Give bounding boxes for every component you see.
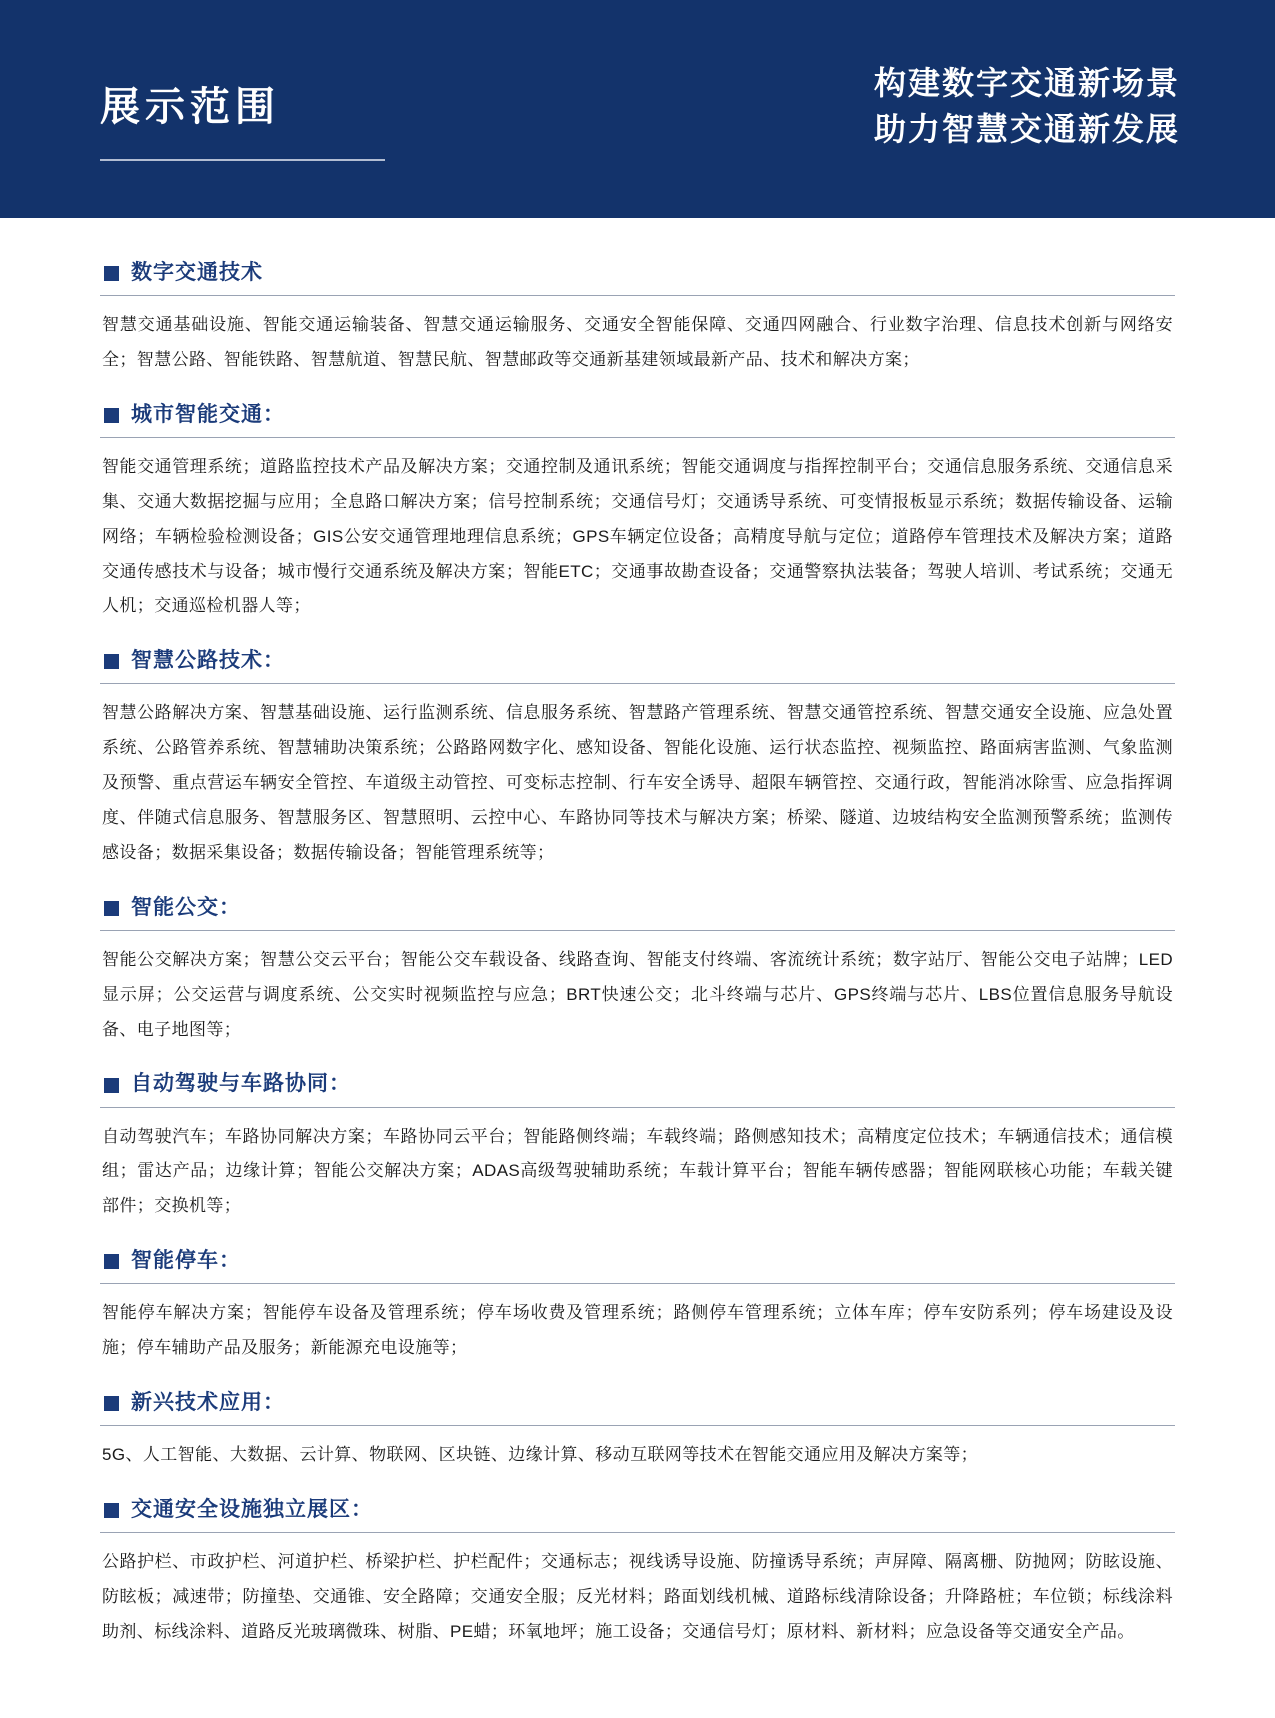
section-body-text: 自动驾驶汽车；车路协同解决方案；车路协同云平台；智能路侧终端；车载终端；路侧感知技术；高精度定位技术；车辆通信技术；通信模组；雷达产品；边缘计算；智能公交解决方案；ADAS高级驾驶辅助系统；车载计算平台；智能车辆传感器；智能网联核心功能；车载关键部件；交换机等；	[102, 1126, 1173, 1216]
section-traffic-safety-zone	[100, 1483, 1175, 1654]
section-title: 自动驾驶与车路协同：	[131, 1072, 351, 1096]
section-smart-bus	[100, 881, 1175, 1052]
section-autonomous-driving-v2x	[100, 1057, 1175, 1228]
section-emerging-tech-applications	[100, 1376, 1175, 1477]
section-urban-intelligent-transport	[100, 388, 1175, 628]
section-header	[100, 1057, 1175, 1104]
square-bullet-icon	[104, 1078, 119, 1093]
square-bullet-icon	[104, 1396, 119, 1411]
square-bullet-icon	[104, 654, 119, 669]
section-title: 智慧公路技术：	[131, 649, 285, 673]
square-bullet-icon	[104, 266, 119, 281]
section-header	[100, 246, 1175, 293]
slogan-line-1: 构建数字交通新场景	[873, 64, 1180, 101]
section-header	[100, 388, 1175, 435]
square-bullet-icon	[104, 901, 119, 916]
section-body-text: 智能停车解决方案；智能停车设备及管理系统；停车场收费及管理系统；路侧停车管理系统；立体车库；停车安防系列；停车场建设及设施；停车辅助产品及服务；新能源充电设施等；	[102, 1303, 1173, 1358]
square-bullet-icon	[104, 1254, 119, 1269]
header-slogan-block	[874, 60, 1180, 159]
section-title: 智能停车：	[131, 1249, 241, 1273]
section-header	[100, 1234, 1175, 1281]
section-body-text: 智慧交通基础设施、智能交通运输装备、智慧交通运输服务、交通安全智能保障、交通四网融合、行业数字治理、信息技术创新与网络安全；智慧公路、智能铁路、智慧航道、智慧民航、智慧邮政等交通新基建领域最新产品、技术和解决方案；	[102, 315, 1173, 370]
square-bullet-icon	[104, 408, 119, 423]
section-body-text: 公路护栏、市政护栏、河道护栏、桥梁护栏、护栏配件；交通标志；视线诱导设施、防撞诱导系统；声屏障、隔离栅、防抛网；防眩设施、防眩板；减速带；防撞垫、交通锥、安全路障；交通安全服；反光材料；路面划线机械、道路标线清除设备；升降路桩；车位锁；标线涂料助剂、标线涂料、道路反光玻璃微珠、树脂、PE蜡；环氧地坪；施工设备；交通信号灯；原材料、新材料；应急设备等交通安全产品。	[102, 1552, 1173, 1641]
section-header	[100, 634, 1175, 681]
section-title: 智能公交：	[131, 895, 241, 919]
title-underline-divider	[100, 159, 385, 161]
section-body-text: 智能公交解决方案；智慧公交云平台；智能公交车载设备、线路查询、智能支付终端、客流统计系统；数字站厅、智能公交电子站牌；LED显示屏；公交运营与调度系统、公交实时视频监控与应急；BRT快速公交；北斗终端与芯片、GPS终端与芯片、LBS位置信息服务导航设备、电子地图等；	[102, 949, 1173, 1039]
section-header	[100, 1483, 1175, 1530]
section-title: 交通安全设施独立展区：	[131, 1498, 373, 1522]
section-smart-parking	[100, 1234, 1175, 1370]
page-title: 展示范围	[100, 85, 280, 129]
section-header	[100, 881, 1175, 928]
exhibit-scope-content	[0, 218, 1275, 1700]
section-title: 新兴技术应用：	[131, 1391, 285, 1414]
slogan-line-2: 助力智慧交通新发展	[873, 111, 1180, 147]
section-digital-transport-tech	[100, 246, 1175, 382]
section-body-text: 智慧公路解决方案、智慧基础设施、运行监测系统、信息服务系统、智慧路产管理系统、智慧交通管控系统、智慧交通安全设施、应急处置系统、公路管养系统、智慧辅助决策系统；公路路网数字化、感知设备、智能化设施、运行状态监控、视频监控、路面病害监测、气象监测及预警、重点营运车辆安全管控、车道级主动管控、可变标志控制、行车安全诱导、超限车辆管控、交通行政，智能消冰除雪、应急指挥调度、伴随式信息服务、智慧服务区、智慧照明、云控中心、车路协同等技术与解决方案；桥梁、隧道、边坡结构安全监测预警系统；监测传感设备；数据采集设备；数据传输设备；智能管理系统等；	[102, 703, 1173, 862]
section-title: 城市智能交通：	[131, 402, 285, 426]
section-body-text: 智能交通管理系统；道路监控技术产品及解决方案；交通控制及通讯系统；智能交通调度与指挥控制平台；交通信息服务系统、交通信息采集、交通大数据挖掘与应用；全息路口解决方案；信号控制系统；交通信号灯；交通诱导系统、可变情报板显示系统；数据传输设备、运输网络；车辆检验检测设备；GIS公安交通管理地理信息系统；GPS车辆定位设备；高精度导航与定位；道路停车管理技术及解决方案；道路交通传感技术与设备；城市慢行交通系统及解决方案；智能ETC；交通事故勘查设备；交通警察执法装备；驾驶人培训、考试系统；交通无人机；交通巡检机器人等；	[102, 457, 1173, 616]
square-bullet-icon	[104, 1503, 119, 1518]
page-header	[0, 0, 1275, 218]
header-title-block	[100, 57, 385, 161]
header-content	[0, 0, 1275, 218]
section-header	[100, 1376, 1175, 1423]
section-body-text: 5G、人工智能、大数据、云计算、物联网、区块链、边缘计算、移动互联网等技术在智能交通应用及解决方案等；	[102, 1445, 979, 1465]
section-title: 数字交通技术	[131, 261, 263, 284]
section-smart-highway-tech	[100, 634, 1175, 874]
